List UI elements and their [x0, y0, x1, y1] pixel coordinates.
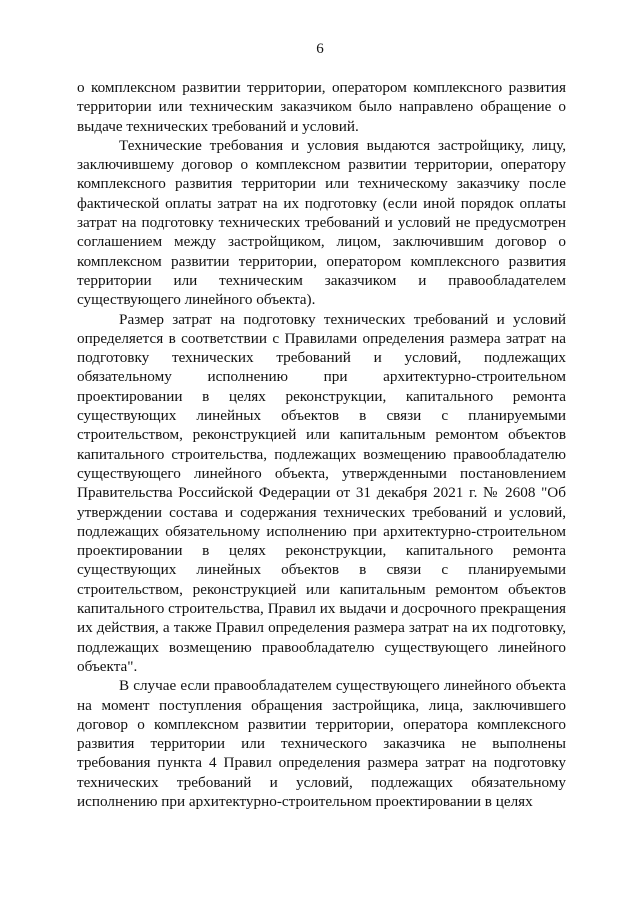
- document-body: [77, 78, 566, 811]
- page-number: 6: [316, 41, 324, 57]
- paragraph-continuation: о комплексном развитии территории, оператором комплексного развития территории или техническим заказчиком было направлено обращение о выдаче технических требований и условий.: [77, 79, 566, 135]
- paragraph-technical-requirements-issuance: Технические требования и условия выдаются застройщику, лицу, заключившему договор о комплексном развитии территории, оператору комплексного развития территории или техническому заказчику после фактической оплаты затрат на их подготовку (если иной порядок оплаты затрат на подготовку технических требований и условий не предусмотрен соглашением между застройщиком, лицом, заключившим договор о комплексном развитии территории, оператором комплексного развития территории или техническим заказчиком и правообладателем существующего линейного объекта).: [77, 136, 566, 309]
- paragraph-cost-determination: Размер затрат на подготовку технических требований и условий определяется в соответствии с Правилами определения размера затрат на подготовку технических требований и условий, подлежащих обязательному исполнению при архитектурно-строительном проектировании в целях реконструкции, капитального ремонта существующих линейных объектов в связи с планируемыми строительством, реконструкцией или капитальным ремонтом объектов капитального строительства, подлежащих возмещению правообладателю существующего линейного объекта, утвержденными постановлением Правительства Российской Федерации от 31 декабря 2021 г. № 2608 "Об утверждении состава и содержания технических требований и условий, подлежащих обязательному исполнению при архитектурно-строительном проектировании в целях реконструкции, капитального ремонта существующих линейных объектов в связи с планируемыми строительством, реконструкцией или капитальным ремонтом объектов капитального строительства, Правил их выдачи и досрочного прекращения их действия, а также Правил определения размера затрат на их подготовку, подлежащих возмещению правообладателю существующего линейного объекта".: [77, 310, 566, 675]
- paragraph-requirements-not-met: В случае если правообладателем существующего линейного объекта на момент поступления обращения застройщика, лица, заключившего договор о комплексном развитии территории, оператора комплексного развития территории или технического заказчика не выполнены требования пункта 4 Правил определения размера затрат на подготовку технических требований и условий, подлежащих обязательному исполнению при архитектурно-строительном проектировании в целях: [77, 677, 566, 810]
